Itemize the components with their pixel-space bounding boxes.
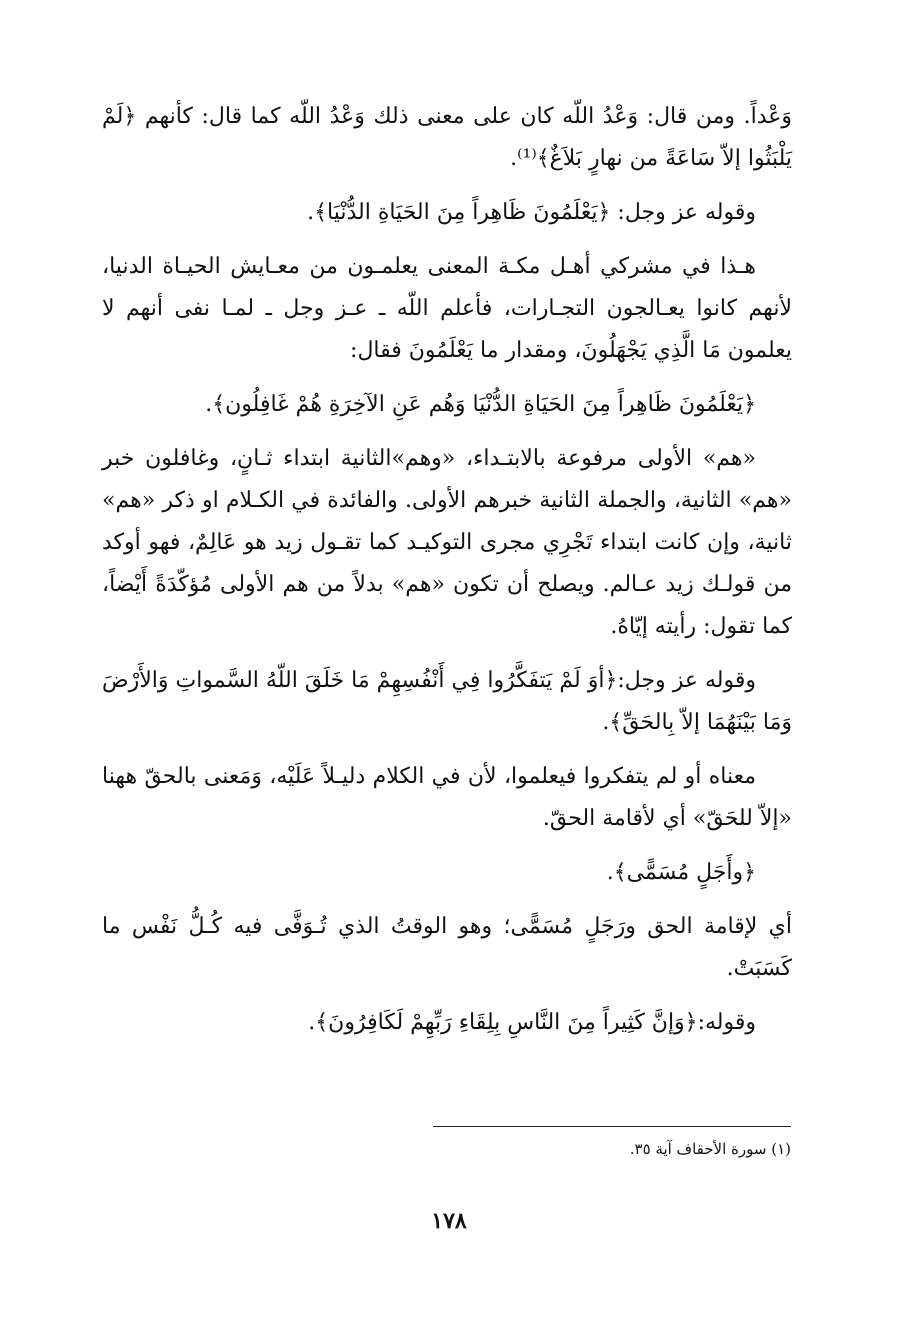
main-text xyxy=(102,96,792,1056)
paragraph-8: ﴿وأَجَلٍ مُسَمًّى﴾. xyxy=(606,860,756,885)
paragraph-6: وقوله عز وجل:﴿أوَ لَمْ يَتفَكَّرُوا فِي أَنْفُسِهِمْ مَا خَلَقَ اللّهُ السَّمواتِ وَالأَرْضَ وَمَا بَيْنَهُمَا إلاّ بِالحَقِّ﴾. xyxy=(102,668,792,735)
footnote: (١) سورة الأحقاف آية ٣٥. xyxy=(629,1140,791,1158)
footnote-divider xyxy=(433,1126,791,1127)
paragraph-2: وقوله عز وجل: ﴿يَعْلَمُونَ ظَاهِراً مِنَ الحَيَاةِ الدُّنْيَا﴾. xyxy=(307,200,756,225)
paragraph-1: وَعْداً. ومن قال: وَعْدُ اللّه كان على معنى ذلك وَعْدُ اللّه كما قال: كأنهم ﴿لَمْ يَلْبَثُوا إلاّ سَاعَةً من نهارٍ بَلاَغٌ﴾⁽¹⁾. xyxy=(102,104,792,171)
paragraph-3: هـذا في مشركي أهـل مكـة المعنى يعلمـون من معـايش الحيـاة الدنيا، لأنهم كانوا يعـالجون التجـارات، فأعلم اللّه ـ عـز وجل ـ لمـا نفى أنهم لا يعلمون مَا الَّذِي يَجْهَلُونَ، ومقدار ما يَعْلَمُونَ فقال: xyxy=(102,254,792,363)
paragraph-10: وقوله:﴿وَإنَّ كَثِيراً مِنَ النَّاسِ بِلِقَاءِ رَبِّهِمْ لَكَافِرُونَ﴾. xyxy=(308,1010,756,1035)
paragraph-5: «هم» الأولى مرفوعة بالابتـداء، «وهم»الثانية ابتداء ثـانٍ، وغافلون خبر «هم» الثانية، والجملة الثانية خبرهم الأولى. والفائدة في الكـلام او ذكر «هم» ثانية، وإن كانت ابتداء تَجْرِي مجرى التوكيـد كما تقـول زيد هو عَالِمٌ، فهو أوكد من قولـك زيد عـالم. ويصلح أن تكون «هم» بدلاً من هم الأولى مُؤكّدَةً أَيْضاً، كما تقول: رأيته إيّاهُ. xyxy=(102,446,792,639)
paragraph-7: معناه أو لم يتفكروا فيعلموا، لأن في الكلام دليـلاً عَلَيْه، وَمَعنى بالحقّ ههنا «إلاّ للحَقّ» أي لأقامة الحقّ. xyxy=(102,764,792,831)
page-number: ١٧٨ xyxy=(431,1208,467,1234)
paragraph-9: أي لإقامة الحق ورَجَلٍ مُسَمًّى؛ وهو الوقتُ الذي تُـوَفَّى فيه كُـلُّ نَفْس ما كَسَبَتْ. xyxy=(102,914,792,981)
paragraph-4: ﴿يَعْلَمُونَ ظَاهِراً مِنَ الحَيَاةِ الدُّنْيَا وَهُم عَنِ الآخِرَةِ هُمْ غَافِلُون﴾. xyxy=(205,392,756,417)
